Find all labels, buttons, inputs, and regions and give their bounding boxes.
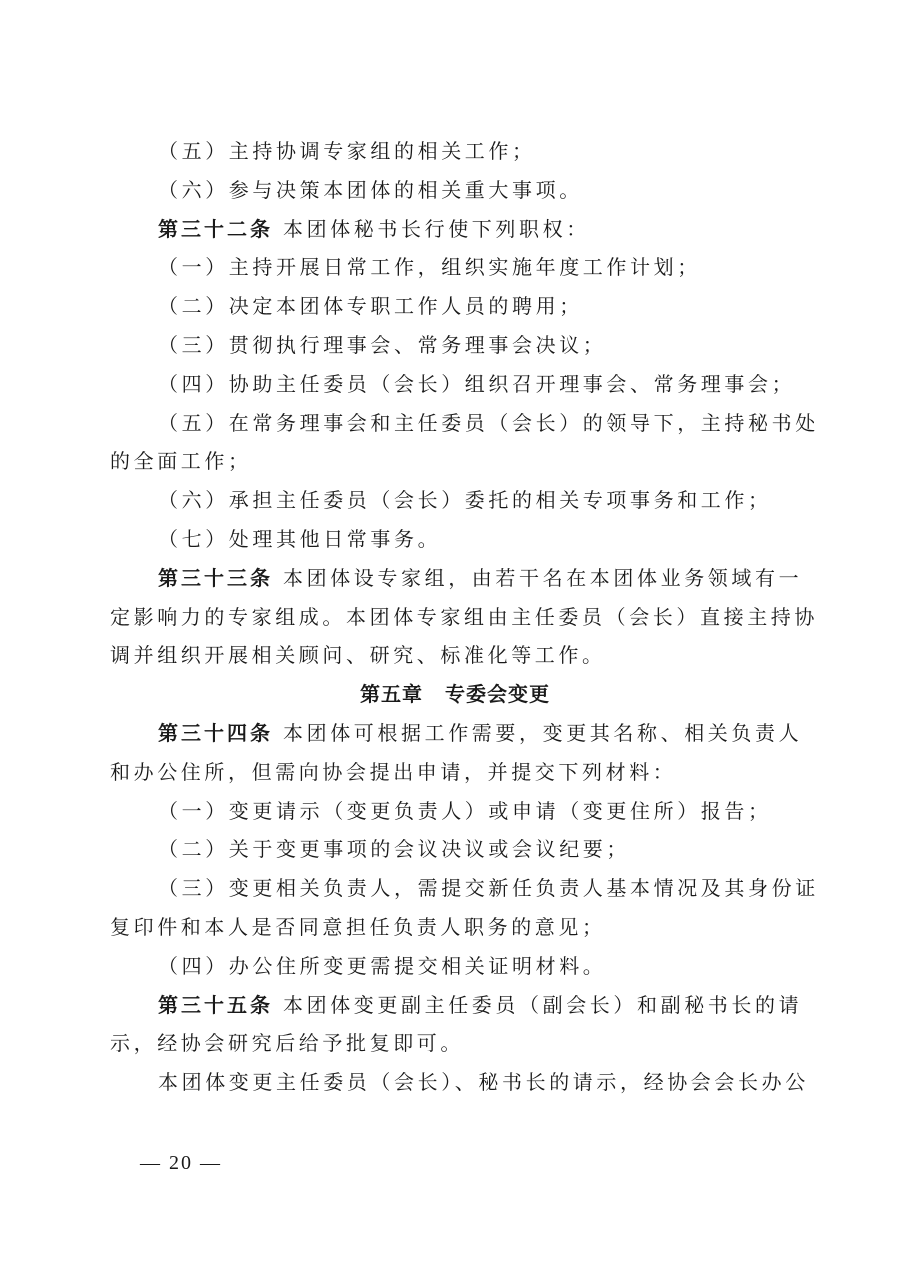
line-text: （二）关于变更事项的会议决议或会议纪要； [158,837,630,862]
article-number: 第三十三条 [158,565,273,590]
line-text: 调并组织开展相关顾问、研究、标准化等工作。 [110,643,606,668]
text-line [110,1024,800,1063]
line-text: （六）参与决策本团体的相关重大事项。 [158,177,583,202]
line-text: （四）协助主任委员（会长）组织召开理事会、常务理事会； [158,371,796,396]
line-text: （四）办公住所变更需提交相关证明材料。 [158,953,607,978]
text-line [110,365,800,404]
text-line [110,287,800,326]
text-line [110,404,819,443]
text-line [110,753,800,792]
text-line [110,947,800,986]
text-line [110,636,800,675]
line-text: （一）变更请示（变更负责人）或申请（变更住所）报告； [158,798,772,823]
text-line [110,559,803,598]
line-text: 复印件和本人是否同意担任负责人职务的意见； [110,914,606,939]
text-line [110,986,803,1025]
page-number: — 20 — [140,1152,222,1174]
line-text: 本团体可根据工作需要，变更其名称、相关负责人 [283,720,803,745]
line-text: 本团体变更副主任委员（副会长）和副秘书长的请 [283,992,803,1017]
line-text: 本团体变更主任委员（会长）、秘书长的请示，经协会会长办公 [158,1070,809,1095]
line-text: 的全面工作； [110,449,252,474]
text-line [110,830,800,869]
article-number: 第三十二条 [158,216,273,241]
text-line [110,326,800,365]
text-line [110,481,800,520]
line-text: （三）变更相关负责人，需提交新任负责人基本情况及其身份证 [158,876,819,901]
text-line [110,598,818,637]
text-line [110,792,800,831]
line-text: （五）主持协调专家组的相关工作； [158,139,536,163]
article-number: 第三十四条 [158,720,273,745]
article-number: 第三十五条 [158,992,273,1017]
text-line [110,908,800,947]
line-text: （二）决定本团体专职工作人员的聘用； [158,294,583,319]
text-line [110,869,819,908]
text-line [110,171,800,210]
text-line [110,210,800,249]
line-text: （七）处理其他日常事务。 [158,526,442,551]
text-line [110,520,800,559]
text-line [110,1063,809,1102]
line-text: （三）贯彻执行理事会、常务理事会决议； [158,332,607,357]
line-text: （五）在常务理事会和主任委员（会长）的领导下，主持秘书处 [158,410,819,435]
document-body [110,132,819,1102]
line-text: （一）主持开展日常工作，组织实施年度工作计划； [158,255,701,280]
line-text: 和办公住所，但需向协会提出申请，并提交下列材料： [110,759,677,784]
line-text: （六）承担主任委员（会长）委托的相关专项事务和工作； [158,488,772,513]
line-text: 本团体秘书长行使下列职权： [283,216,590,241]
line-text: 本团体设专家组，由若干名在本团体业务领域有一 [283,565,803,590]
line-text: 定影响力的专家组成。本团体专家组由主任委员（会长）直接主持协 [110,604,818,629]
chapter-heading [110,675,800,714]
text-line [110,714,803,753]
text-line [110,132,800,171]
chapter-number: 第五章 [360,682,423,707]
text-line [110,248,800,287]
chapter-title: 专委会变更 [445,682,550,707]
line-text: 示，经协会研究后给予批复即可。 [110,1031,464,1056]
text-line [110,442,800,481]
